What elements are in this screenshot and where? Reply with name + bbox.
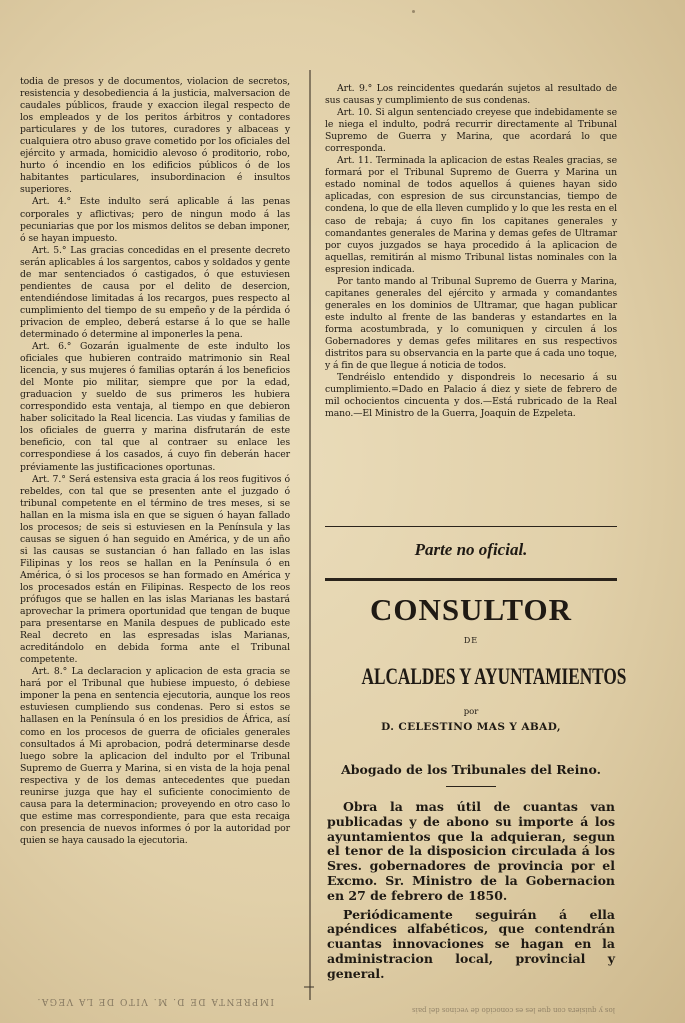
right-paragraph: Art. 10. Si algun sentenciado creyese que indebidamente se le niega el indulto, podrá recurrir directamente al Tribunal Supremo de Guerra y Marina, que acordará lo que corresponda.: [325, 107, 617, 155]
ad-de: DE: [463, 636, 479, 645]
left-paragraph: Art. 7.° Será estensiva esta gracia á los reos fugitivos ó rebeldes, con tal que se presenten ante el juzgado ó tribunal competente en el término de tres meses, si se hallan en la misma isla en que se siguen ó hayan fallado los procesos; de seis si estuviesen en la Península y las causas se siguen ó han seguido en América, y de un año si las causas se sustancian ó han fallado en las islas Filipinas y los reos se hallan en la Península ó en América, ó si los procesos se han formado en América y los procesados están en Filipinas. Respecto de los reos prófugos que se hallen en las islas Marianas les bastará aprovechar la primera oportunidad que tengan de buque para presentarse en Manila despues de publicado este Real decreto en las espresadas islas Marianas, acreditándolo en debida forma ante el Tribunal competente.: [20, 473, 290, 666]
left-paragraph: Art. 5.° Las gracias concedidas en el presente decreto serán aplicables á los sargentos, cabos y soldados y gente de mar sentenciados ó castigados, ó que estuviesen pendientes de causa por el delito de desercion, entendiéndose limitadas á los recargos, pues respecto al cumplimiento del tiempo de su empeño y de la pérdida ó privacion de empleo, deberá estarse á lo que se halle determinado ó determine al imponerles la pena.: [20, 244, 290, 340]
column-divider-ornament: [304, 986, 314, 994]
ad-por: por: [463, 707, 479, 717]
right-paragraph: Tendréislo entendido y dispondreis lo necesario á su cumplimiento.=Dado en Palacio á diez y siete de febrero de mil ochocientos cincuenta y dos.—Está rubricado de la Real mano.—El Ministro de la Guerra, Joaquin de Ezpeleta.: [325, 372, 617, 420]
right-paragraph: Art. 9.° Los reincidentes quedarán sujetos al resultado de sus causas y cumplimiento de sus condenas.: [325, 83, 617, 107]
left-paragraph: todia de presos y de documentos, violacion de secretos, resistencia y desobediencia á la justicia, malversacion de caudales públicos, fraude y exaccion ilegal respecto de los empleados y de los peritos árbitros y contadores particulares y de los tutores, curadores y albaceas y cualquiera otro abuso grave cometido por los oficiales del ejército y armada, homicidio alevoso ó proditorio, robo, hurto ó incendio en los edificios públicos ó de los habitantes particulares, insubordinacion é insultos superiores.: [20, 76, 290, 196]
ad-body: [327, 800, 615, 986]
ad-subtitle: ALCALDES Y AYUNTAMIENTOS: [361, 664, 627, 689]
ad-author-title: Abogado de los Tribunales del Reino.: [341, 762, 601, 777]
printer-footer: IMPRENTA DE D. M. VITO DE LA VEGA.: [35, 996, 275, 1006]
column-divider: [309, 70, 311, 1000]
notice-heading: Parte no oficial.: [414, 540, 528, 559]
bleed-through-footer: los y quisiera con que les es conocido de vecinos del pais: [412, 1006, 615, 1014]
right-column: [325, 83, 617, 420]
section-rule: [325, 578, 617, 581]
left-paragraph: Art. 8.° La declaracion y aplicacion de esta gracia se hará por el Tribunal que hubiese impuesto, ó debiese imponer la pena en sentencia ejecutoria, aunque los reos estuviesen cumpliendo sus condenas. Pero si estos se hallasen en la Península ó en los presidios de África, así como en los procesos de guerra de oficiales generales consultados á Mi aprobacion, podrá determinarse desde luego sobre la aplicacion del indulto por el Tribunal Supremo de Guerra y Marina, si en vista de la hoja penal respectiva y de los demas antecedentes que puedan reunirse juzga que hay el suficiente conocimiento de causa para la determinacion; proveyendo en otro caso lo que estime mas correspondiente, para que esta recaiga con presencia de nuevos informes ó por la autoridad por quien se haya causado la ejecutoria.: [20, 666, 290, 846]
left-column: [20, 76, 290, 847]
paper-mark: [412, 10, 415, 13]
right-paragraph: Art. 11. Terminada la aplicacion de estas Reales gracias, se formará por el Tribunal Supremo de Guerra y Marina un estado nominal de todos aquellos á quienes hayan sido aplicadas, con espresion de sus circunstancias, tiempo de condena, lo que de ella lleven cumplido y lo que les resta en el caso de rebaja; á cuyo fin los capitanes generales y comandantes generales de Marina y demas gefes de Ultramar por cuyos juzgados se haya procedido á la aplicacion de aquellas, remitirán al mismo Tribunal listas nominales con la espresion indicada.: [325, 155, 617, 275]
ad-paragraph: Obra la mas útil de cuantas van publicadas y de abono su importe á los ayuntamientos que la adquieran, segun el tenor de la disposicion circulada á los Sres. gobernadores de provincia por el Excmo. Sr. Ministro de la Gobernacion en 27 de febrero de 1850.: [327, 799, 615, 903]
ad-author: D. CELESTINO MAS Y ABAD,: [381, 721, 561, 733]
right-paragraph: Por tanto mando al Tribunal Supremo de Guerra y Marina, capitanes generales del ejército y armada y comandantes generales en los dominios de Ultramar, que hagan publicar este indulto al frente de las banderas y estandartes en la forma acostumbrada, y lo comuniquen y circulen á los Gobernadores y demas gefes militares en sus respectivos distritos para su observancia en la parte que á cada uno toque, y á fin de que llegue á noticia de todos.: [325, 275, 617, 372]
section-rule: [325, 526, 617, 527]
ad-paragraph: Periódicamente seguirán á ella apéndices alfabéticos, que contendrán cuantas innovaciones se hagan en la administracion local, provincial y general.: [327, 906, 615, 981]
left-paragraph: Art. 6.° Gozarán igualmente de este indulto los oficiales que hubieren contraido matrimonio sin Real licencia, y sus mujeres ó familias optarán á los beneficios del Monte pio militar, siempre que por la edad, graduacion y sueldo de sus primeros les hubiera correspondido esta ventaja, al tiempo en que debieron haber solicitado la Real licencia. Las viudas y familias de los oficiales de guerra y marina disfrutarán de este beneficio, con tal que al contraer su enlace les correspondiese á los casados, á cuyo fin deberán hacer préviamente las justificaciones oportunas.: [20, 341, 290, 473]
left-paragraph: Art. 4.° Este indulto será aplicable á las penas corporales y aflictivas; pero de ningun modo á las pecuniarias que por los mismos delitos se deban imponer, ó se hayan impuesto.: [20, 196, 290, 244]
ad-rule: [446, 786, 496, 787]
ad-title: CONSULTOR: [370, 592, 572, 627]
